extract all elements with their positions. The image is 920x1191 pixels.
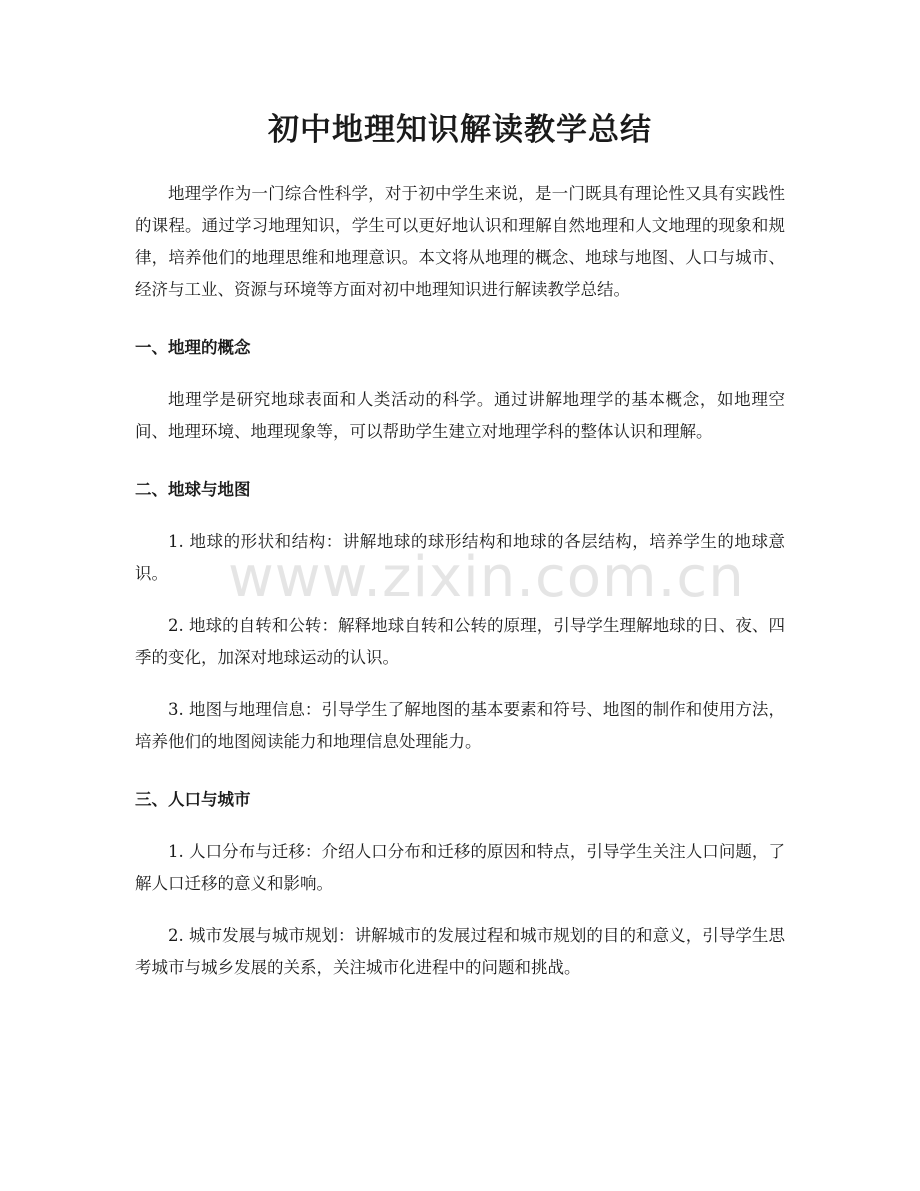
section-heading-population-city: 三、人口与城市 — [135, 790, 251, 809]
document-body — [135, 178, 785, 984]
watermark: www.zixin.com.cn — [228, 545, 745, 610]
intro-paragraph: 地理学作为一门综合性科学，对于初中学生来说，是一门既具有理论性又具有实践性的课程。通过学习地理知识，学生可以更好地认识和理解自然地理和人文地理的现象和规律，培养他们的地理思维和地理意识。本文将从地理的概念、地球与地图、人口与城市、经济与工业、资源与环境等方面对初中地理知识进行解读教学总结。 — [135, 184, 785, 299]
section-paragraph: 地理学是研究地球表面和人类活动的科学。通过讲解地理学的基本概念，如地理空间、地理环境、地理现象等，可以帮助学生建立对地理学科的整体认识和理解。 — [135, 390, 785, 441]
section-heading-earth-map: 二、地球与地图 — [135, 480, 251, 499]
section-paragraph: 3. 地图与地理信息：引导学生了解地图的基本要素和符号、地图的制作和使用方法，培养他们的地图阅读能力和地理信息处理能力。 — [135, 700, 785, 751]
section-paragraph: 1. 地球的形状和结构：讲解地球的球形结构和地球的各层结构，培养学生的地球意识。 — [135, 532, 785, 583]
page-title: 初中地理知识解读教学总结 — [268, 112, 652, 148]
section-paragraph: 2. 地球的自转和公转：解释地球自转和公转的原理，引导学生理解地球的日、夜、四季的变化，加深对地球运动的认识。 — [135, 616, 785, 667]
section-paragraph: 2. 城市发展与城市规划：讲解城市的发展过程和城市规划的目的和意义，引导学生思考城市与城乡发展的关系，关注城市化进程中的问题和挑战。 — [135, 926, 785, 977]
section-paragraph: 1. 人口分布与迁移：介绍人口分布和迁移的原因和特点，引导学生关注人口问题，了解人口迁移的意义和影响。 — [135, 842, 785, 893]
section-heading-concept: 一、地理的概念 — [135, 338, 251, 357]
